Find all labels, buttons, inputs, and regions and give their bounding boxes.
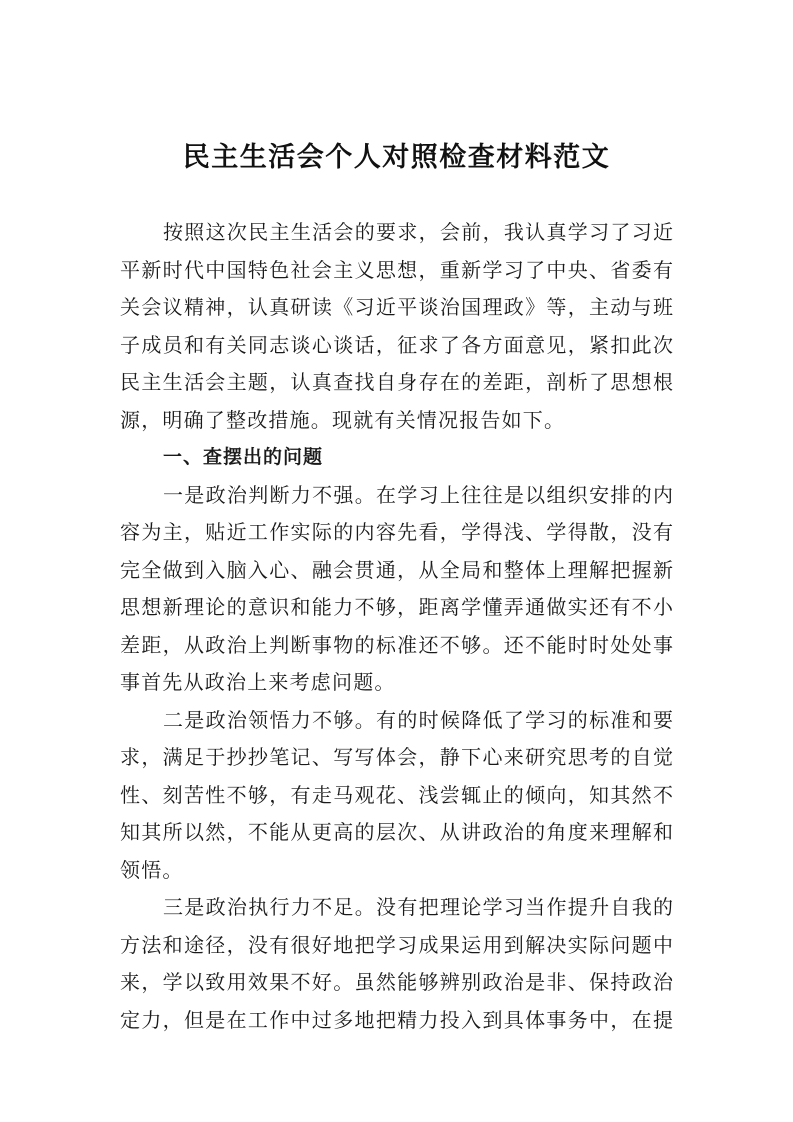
document-body — [120, 214, 673, 1039]
paragraph-line: 来，学以致用效果不好。虽然能够辨别政治是非、保持政治 — [120, 970, 673, 994]
document-title: 民主生活会个人对照检查材料范文 — [182, 142, 611, 173]
paragraph-line: 知其所以然，不能从更高的层次、从讲政治的角度来理解和 — [120, 820, 673, 844]
paragraph-line: 一是政治判断力不强。在学习上往往是以组织安排的内 — [163, 482, 673, 507]
section-heading: 一、查摆出的问题 — [163, 446, 324, 468]
paragraph-judgment — [120, 477, 673, 702]
paragraph-line: 容为主，贴近工作实际的内容先看，学得浅、学得散，没有 — [120, 520, 673, 544]
paragraph-line: 差距，从政治上判断事物的标准还不够。还不能时时处处事 — [120, 632, 673, 657]
paragraph-line: 源，明确了整改措施。现就有关情况报告如下。 — [120, 407, 566, 432]
paragraph-line: 关会议精神，认真研读《习近平谈治国理政》等，主动与班 — [120, 295, 673, 319]
paragraph-intro — [120, 214, 673, 439]
paragraph-line: 子成员和有关同志谈心谈话，征求了各方面意见，紧扣此次 — [120, 332, 673, 357]
paragraph-line: 领悟。 — [120, 857, 184, 882]
paragraph-line: 完全做到入脑入心、融会贯通，从全局和整体上理解把握新 — [120, 557, 673, 582]
paragraph-line: 思想新理论的意识和能力不够，距离学懂弄通做实还有不小 — [120, 595, 673, 619]
paragraph-line: 平新时代中国特色社会主义思想，重新学习了中央、省委有 — [120, 257, 673, 282]
paragraph-line: 三是政治执行力不足。没有把理论学习当作提升自我的 — [163, 895, 673, 919]
paragraph-execution — [120, 889, 673, 1039]
paragraph-line: 求，满足于抄抄笔记、写写体会，静下心来研究思考的自觉 — [120, 745, 673, 769]
paragraph-line: 按照这次民主生活会的要求，会前，我认真学习了习近 — [163, 220, 673, 244]
paragraph-line: 民主生活会主题，认真查找自身存在的差距，剖析了思想根 — [120, 370, 673, 394]
paragraph-line: 性、刻苦性不够，有走马观花、浅尝辄止的倾向，知其然不 — [120, 782, 673, 807]
paragraph-line: 事首先从政治上来考虑问题。 — [120, 670, 396, 694]
paragraph-comprehension — [120, 702, 673, 890]
paragraph-line: 二是政治领悟力不够。有的时候降低了学习的标准和要 — [163, 707, 673, 732]
paragraph-line: 定力，但是在工作中过多地把精力投入到具体事务中，在提 — [120, 1007, 673, 1032]
paragraph-line: 方法和途径，没有很好地把学习成果运用到解决实际问题中 — [120, 932, 673, 957]
